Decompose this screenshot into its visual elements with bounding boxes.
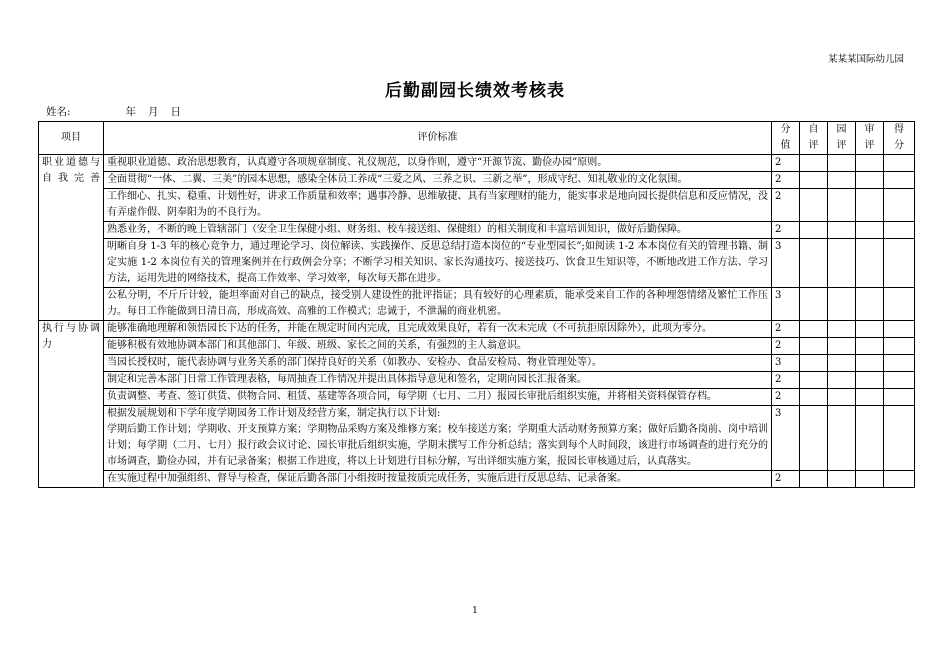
final-score-cell[interactable] bbox=[884, 172, 915, 189]
review-eval-cell[interactable] bbox=[856, 355, 884, 372]
table-row bbox=[39, 372, 915, 389]
table-row bbox=[39, 338, 915, 355]
table-row bbox=[39, 239, 915, 288]
review-eval-cell[interactable] bbox=[856, 172, 884, 189]
review-eval-cell[interactable] bbox=[856, 406, 884, 471]
self-eval-cell[interactable] bbox=[800, 189, 828, 222]
criteria-cell: 全面贯彻“一体、二翼、三美”的园本思想，感染全体员工养成“三爱之风、三养之识、三新之举”，形成守纪、知礼敬业的文化氛围。 bbox=[104, 172, 772, 189]
criteria-cell: 明晰自身 1-3 年的核心竞争力，通过理论学习、岗位解读、实践操作、反思总结打造本岗位的“专业型园长”;如阅读 1-2 本本岗位有关的管理书籍、制定实施 1-2 本岗位有关的管理案例并在行政例会分享；不断学习相关知识、家长沟通技巧、接送技巧、饮食卫生知识等，不断地改进工作方法、学习方法，运用先进的网络技术，提高工作效率、学习效率，每次每天都在进步。 bbox=[104, 239, 772, 288]
header-row bbox=[39, 122, 915, 155]
final-score-cell[interactable] bbox=[884, 288, 915, 321]
garden-eval-cell[interactable] bbox=[828, 321, 856, 338]
table-row bbox=[39, 189, 915, 222]
criteria-cell: 在实施过程中加强组织、督导与检查，保证后勤各部门小组按时按量按质完成任务，实施后进行反思总结、记录备案。 bbox=[104, 471, 772, 488]
self-eval-cell[interactable] bbox=[800, 239, 828, 288]
final-score-cell[interactable] bbox=[884, 189, 915, 222]
garden-eval-cell[interactable] bbox=[828, 355, 856, 372]
review-eval-cell[interactable] bbox=[856, 372, 884, 389]
garden-eval-cell[interactable] bbox=[828, 406, 856, 471]
criteria-cell: 能够积极有效地协调本部门和其他部门、年级、班级、家长之间的关系，有强烈的主人翁意识。 bbox=[104, 338, 772, 355]
final-score-cell[interactable] bbox=[884, 355, 915, 372]
month-label: 月 bbox=[148, 106, 159, 118]
self-eval-cell[interactable] bbox=[800, 355, 828, 372]
garden-eval-cell[interactable] bbox=[828, 471, 856, 488]
garden-eval-cell[interactable] bbox=[828, 239, 856, 288]
page-title: 后勤副园长绩效考核表 bbox=[385, 81, 565, 101]
final-score-cell[interactable] bbox=[884, 222, 915, 239]
self-eval-cell[interactable] bbox=[800, 155, 828, 172]
score-cell: 2 bbox=[772, 338, 800, 355]
garden-eval-cell[interactable] bbox=[828, 288, 856, 321]
review-eval-cell[interactable] bbox=[856, 471, 884, 488]
self-eval-cell[interactable] bbox=[800, 389, 828, 406]
criteria-cell: 当园长授权时，能代表协调与业务关系的部门保持良好的关系（如教办、安检办、食品安检局、物业管理处等）。 bbox=[104, 355, 772, 372]
garden-eval-cell[interactable] bbox=[828, 155, 856, 172]
score-cell: 2 bbox=[772, 155, 800, 172]
header-self-eval: 自 评 bbox=[800, 122, 828, 155]
score-cell: 2 bbox=[772, 222, 800, 239]
score-cell: 2 bbox=[772, 471, 800, 488]
review-eval-cell[interactable] bbox=[856, 222, 884, 239]
self-eval-cell[interactable] bbox=[800, 471, 828, 488]
table-row bbox=[39, 406, 915, 471]
criteria-cell: 能够准确地理解和领悟园长下达的任务，并能在规定时间内完成，且完成效果良好，若有一次未完成（不可抗拒原因除外），此项为零分。 bbox=[104, 321, 772, 338]
criteria-cell: 熟悉业务，不断的晚上管辖部门（安全卫生保健小组、财务组、校车接送组、保健组）的相关制度和丰富培训知识，做好后勤保障。 bbox=[104, 222, 772, 239]
garden-eval-cell[interactable] bbox=[828, 222, 856, 239]
self-eval-cell[interactable] bbox=[800, 222, 828, 239]
criteria-cell: 根据发展规划和下学年度学期园务工作计划及经营方案，制定执行以下计划: 学期后勤工作计划；学期收、开支预算方案；学期物品采购方案及维修方案；校车接送方案；学期重大活动财务预算方案；做好后勤各岗前、岗中培训计划；每学期（二月、七月）报行政会议讨论、园长审批后组织实施，学期末撰写工作分析总结；落实到每个人时间段，该进行市场调查的进行充分的市场调查，勤俭办园，并有记录备案；根据工作进度，将以上计划进行目标分解，写出详细实施方案，报园长审核通过后，认真落实。 bbox=[104, 406, 772, 471]
day-label: 日 bbox=[170, 106, 182, 118]
score-cell: 2 bbox=[772, 389, 800, 406]
table-row bbox=[39, 172, 915, 189]
review-eval-cell[interactable] bbox=[856, 389, 884, 406]
score-cell: 2 bbox=[772, 189, 800, 222]
score-cell: 3 bbox=[772, 288, 800, 321]
table-row bbox=[39, 389, 915, 406]
self-eval-cell[interactable] bbox=[800, 338, 828, 355]
criteria-cell: 公私分明，不斤斤计较，能坦率面对自己的缺点，接受别人建设性的批评指证；具有较好的心理素质，能承受来自工作的各种埋怨情绪及繁忙工作压力。每日工作能做到日清日高，形成高效、高雅的工作模式；忠诚于，不泄漏的商业机密。 bbox=[104, 288, 772, 321]
review-eval-cell[interactable] bbox=[856, 288, 884, 321]
category-cell: 职业道德与自我完善 bbox=[39, 155, 104, 321]
garden-eval-cell[interactable] bbox=[828, 172, 856, 189]
final-score-cell[interactable] bbox=[884, 239, 915, 288]
final-score-cell[interactable] bbox=[884, 389, 915, 406]
garden-eval-cell[interactable] bbox=[828, 338, 856, 355]
score-cell: 3 bbox=[772, 239, 800, 288]
table-row bbox=[39, 288, 915, 321]
garden-eval-cell[interactable] bbox=[828, 389, 856, 406]
review-eval-cell[interactable] bbox=[856, 155, 884, 172]
final-score-cell[interactable] bbox=[884, 471, 915, 488]
self-eval-cell[interactable] bbox=[800, 372, 828, 389]
self-eval-cell[interactable] bbox=[800, 406, 828, 471]
garden-eval-cell[interactable] bbox=[828, 372, 856, 389]
criteria-cell: 负责调整、考查、签订供货、供物合同、租赁、基建等各项合同，每学期（七月、二月）报园长审批后组织实施，并将相关资料保管存档。 bbox=[104, 389, 772, 406]
criteria-cell: 工作细心、扎实、稳重、计划性好，讲求工作质量和效率；遇事冷静、思维敏捷、具有当家理财的能力，能实事求是地向园长提供信息和反应情况，没有弄虚作假、阴奉阳为的不良行为。 bbox=[104, 189, 772, 222]
meta-line bbox=[46, 104, 181, 119]
score-cell: 2 bbox=[772, 372, 800, 389]
score-cell: 2 bbox=[772, 172, 800, 189]
header-criteria: 评价标准 bbox=[104, 122, 772, 155]
header-garden-eval: 园 评 bbox=[828, 122, 856, 155]
name-label: 姓名: bbox=[46, 106, 71, 118]
final-score-cell[interactable] bbox=[884, 338, 915, 355]
table-row bbox=[39, 355, 915, 372]
score-cell: 3 bbox=[772, 355, 800, 372]
table-row bbox=[39, 222, 915, 239]
header-review-eval: 审 评 bbox=[856, 122, 884, 155]
criteria-cell: 制定和完善本部门日常工作管理表格，每周抽查工作情况并提出具体指导意见和签名，定期向园长汇报备案。 bbox=[104, 372, 772, 389]
header-item: 项目 bbox=[39, 122, 104, 155]
final-score-cell[interactable] bbox=[884, 372, 915, 389]
header-score: 分 值 bbox=[772, 122, 800, 155]
page-number: 1 bbox=[472, 606, 478, 616]
review-eval-cell[interactable] bbox=[856, 321, 884, 338]
table-row bbox=[39, 321, 915, 338]
self-eval-cell[interactable] bbox=[800, 288, 828, 321]
review-eval-cell[interactable] bbox=[856, 239, 884, 288]
self-eval-cell[interactable] bbox=[800, 321, 828, 338]
final-score-cell[interactable] bbox=[884, 406, 915, 471]
score-cell: 2 bbox=[772, 321, 800, 338]
review-eval-cell[interactable] bbox=[856, 189, 884, 222]
table-row bbox=[39, 471, 915, 488]
final-score-cell[interactable] bbox=[884, 155, 915, 172]
review-eval-cell[interactable] bbox=[856, 338, 884, 355]
year-label: 年 bbox=[125, 106, 137, 118]
header-final-score: 得 分 bbox=[884, 122, 915, 155]
criteria-cell: 重视职业道德、政治思想教育，认真遵守各项规章制度、礼仪规范，以身作则，遵守“开源节流、勤俭办园”原则。 bbox=[104, 155, 772, 172]
final-score-cell[interactable] bbox=[884, 321, 915, 338]
self-eval-cell[interactable] bbox=[800, 172, 828, 189]
garden-eval-cell[interactable] bbox=[828, 189, 856, 222]
score-cell: 3 bbox=[772, 406, 800, 471]
assessment-table bbox=[38, 121, 915, 488]
org-name: 某某某国际幼儿园 bbox=[827, 54, 904, 65]
table-row bbox=[39, 155, 915, 172]
category-cell: 执行与协调力 bbox=[39, 321, 104, 488]
